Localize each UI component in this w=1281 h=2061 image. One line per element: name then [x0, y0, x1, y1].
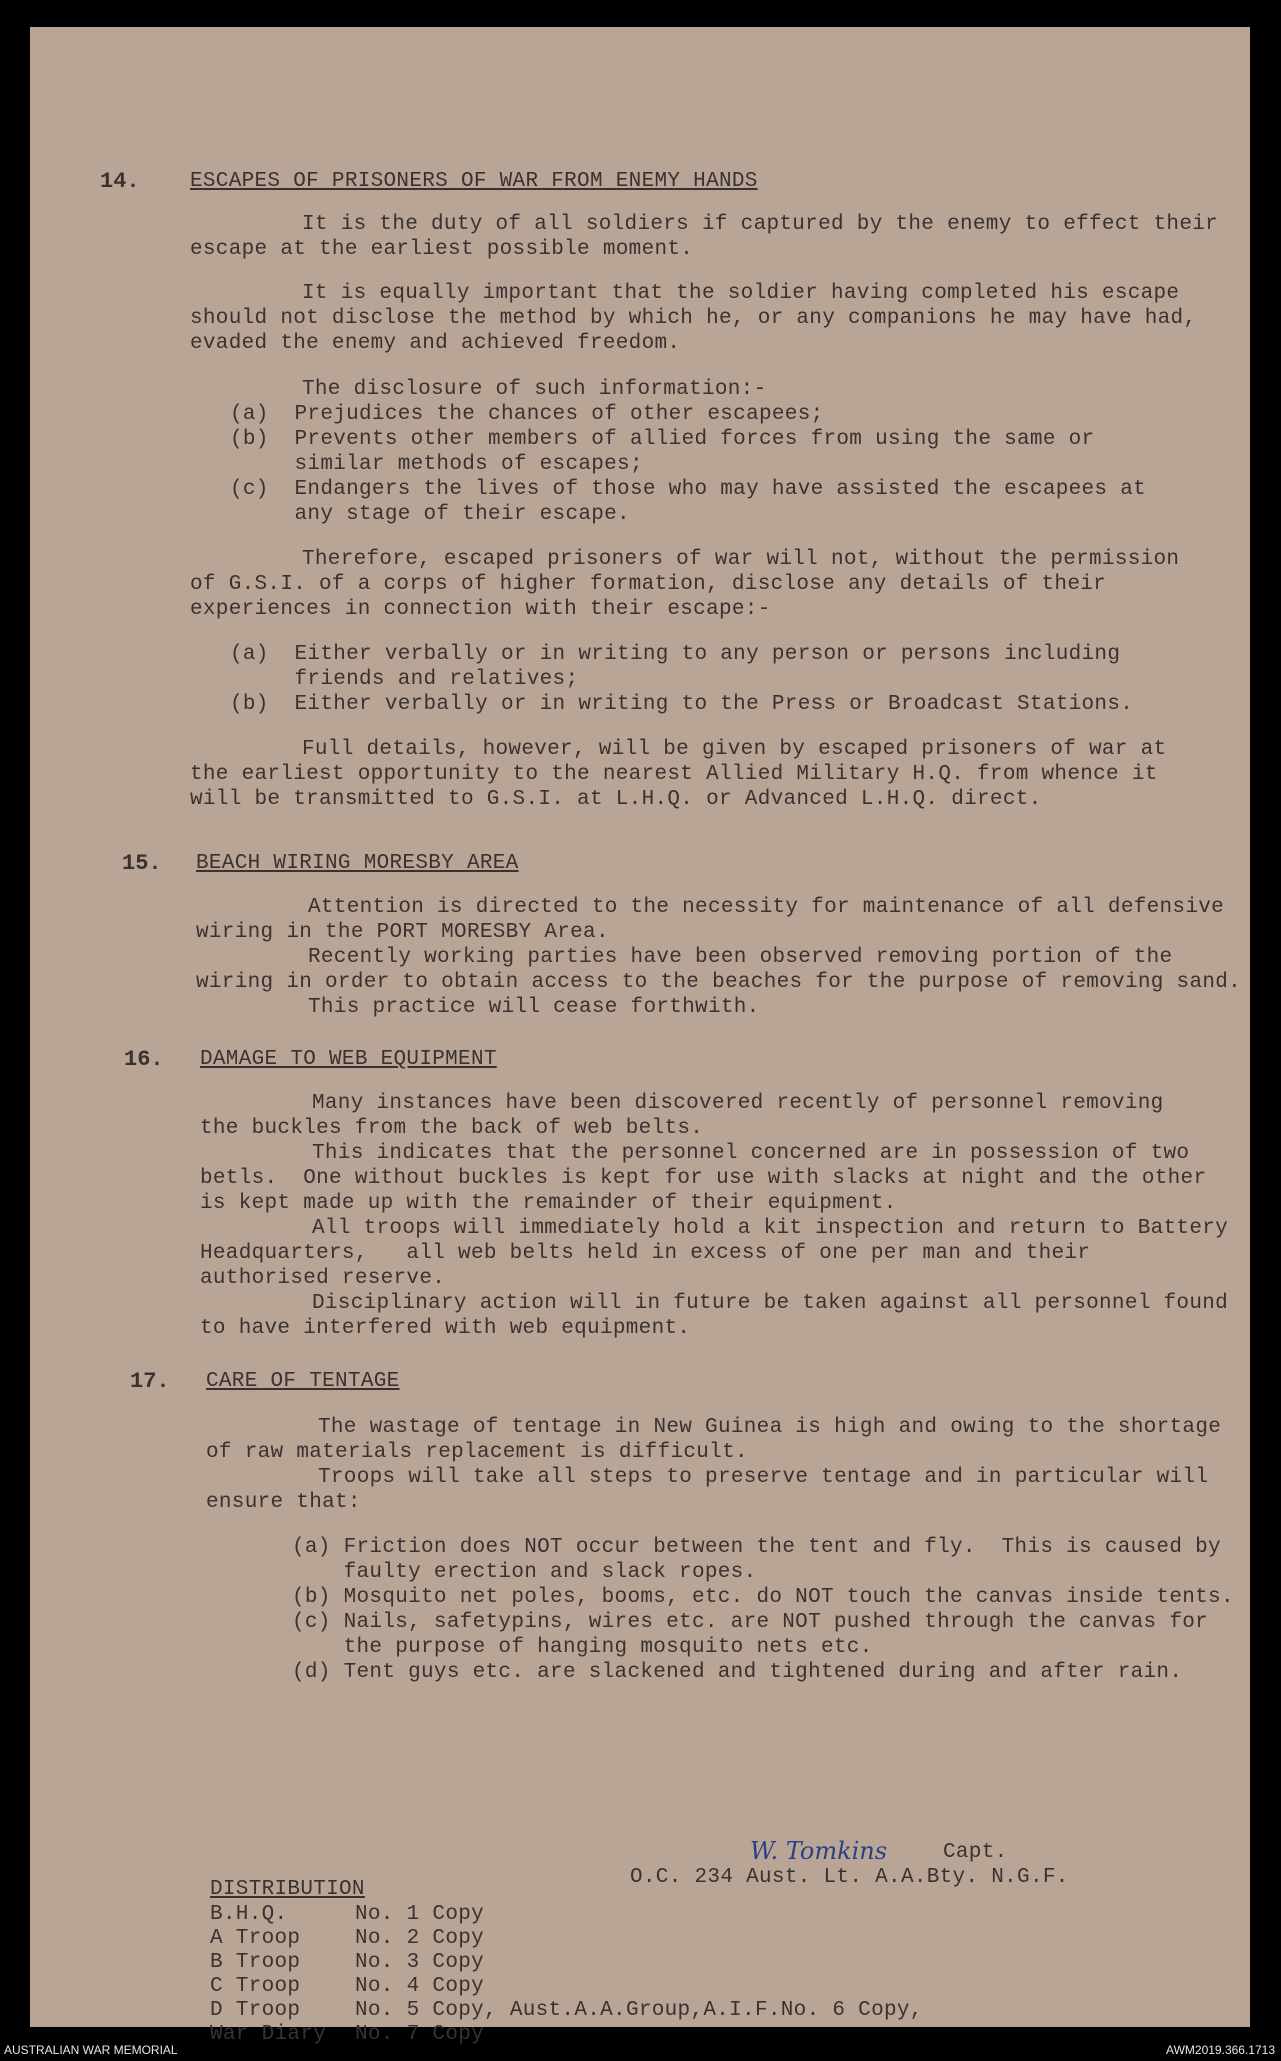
paragraph-line: betls. One without buckles is kept for use with slacks at night and the other: [200, 1167, 1207, 1190]
list-item: (b) Mosquito net poles, booms, etc. do NOT touch the canvas inside tents.: [292, 1586, 1234, 1609]
paragraph-line: Full details, however, will be given by escaped prisoners of war at: [302, 738, 1167, 761]
distribution-heading: DISTRIBUTION: [210, 1878, 365, 1901]
section-number: 17.: [130, 1369, 170, 1394]
paragraph-line: This indicates that the personnel concerned are in possession of two: [312, 1142, 1190, 1165]
paragraph-line: experiences in connection with their escape:-: [190, 598, 771, 621]
distribution-unit: War Diary: [210, 2023, 327, 2046]
paragraph-line: Attention is directed to the necessity for maintenance of all defensive: [308, 896, 1225, 919]
section-number: 14.: [100, 169, 140, 194]
paragraph-line: wiring in order to obtain access to the beaches for the purpose of removing sand.: [196, 971, 1242, 994]
paragraph-line: This practice will cease forthwith.: [308, 996, 760, 1019]
paragraph-line: escape at the earliest possible moment.: [190, 238, 694, 261]
paragraph-line: All troops will immediately hold a kit inspection and return to Battery: [312, 1217, 1229, 1240]
paragraph-line: evaded the enemy and achieved freedom.: [190, 332, 681, 355]
paragraph-line: authorised reserve.: [200, 1267, 446, 1290]
list-item: (d) Tent guys etc. are slackened and tightened during and after rain.: [292, 1661, 1183, 1684]
paragraph-line: The wastage of tentage in New Guinea is high and owing to the shortage: [318, 1416, 1222, 1439]
list-item: faulty erection and slack ropes.: [292, 1561, 757, 1584]
distribution-copy: No. 7 Copy: [355, 2023, 485, 2046]
paragraph-line: to have interfered with web equipment.: [200, 1317, 691, 1340]
paragraph-line: Headquarters, all web belts held in excess of one per man and their: [200, 1242, 1091, 1265]
distribution-copy: No. 2 Copy: [355, 1927, 485, 1950]
paragraph-line: should not disclose the method by which he, or any companions he may have had,: [190, 307, 1197, 330]
section-heading: DAMAGE TO WEB EQUIPMENT: [200, 1048, 497, 1071]
paragraph-line: of raw materials replacement is difficult.: [206, 1441, 748, 1464]
list-item: friends and relatives;: [230, 668, 579, 691]
distribution-copy: No. 5 Copy, Aust.A.A.Group,A.I.F.No. 6 Copy,: [355, 1999, 923, 2022]
footer-catalog-id: AWM2019.366.1713: [1166, 2043, 1275, 2057]
paragraph-line: the buckles from the back of web belts.: [200, 1117, 704, 1140]
paragraph-line: ensure that:: [206, 1491, 361, 1514]
distribution-copy: No. 3 Copy: [355, 1951, 485, 1974]
paragraph-line: will be transmitted to G.S.I. at L.H.Q. or Advanced L.H.Q. direct.: [190, 788, 1042, 811]
section-number: 15.: [122, 851, 162, 876]
paragraph-line: is kept made up with the remainder of their equipment.: [200, 1192, 897, 1215]
document-page: [30, 27, 1250, 2046]
section-heading: ESCAPES OF PRISONERS OF WAR FROM ENEMY HANDS: [190, 170, 758, 193]
list-item: the purpose of hanging mosquito nets etc.: [292, 1636, 873, 1659]
paragraph-line: of G.S.I. of a corps of higher formation, disclose any details of their: [190, 573, 1107, 596]
distribution-unit: B Troop: [210, 1951, 301, 1974]
paragraph-line: Recently working parties have been observed removing portion of the: [308, 946, 1173, 969]
section-number: 16.: [124, 1047, 164, 1072]
distribution-copy: No. 4 Copy: [355, 1975, 485, 1998]
list-item: (b) Prevents other members of allied forces from using the same or: [230, 428, 1095, 451]
paragraph-line: Troops will take all steps to preserve tentage and in particular will: [318, 1466, 1209, 1489]
paragraph-line: Disciplinary action will in future be taken against all personnel found: [312, 1292, 1229, 1315]
distribution-unit: A Troop: [210, 1927, 301, 1950]
paragraph-line: the earliest opportunity to the nearest Allied Military H.Q. from whence it: [190, 763, 1158, 786]
handwritten-signature: W. Tomkins: [750, 1837, 888, 1865]
list-item: (c) Endangers the lives of those who may have assisted the escapees at: [230, 478, 1147, 501]
signature-rank: Capt.: [943, 1841, 1008, 1864]
distribution-unit: C Troop: [210, 1975, 301, 1998]
list-item: (a) Prejudices the chances of other escapees;: [230, 403, 824, 426]
list-item: (a) Friction does NOT occur between the tent and fly. This is caused by: [292, 1536, 1221, 1559]
section-heading: BEACH WIRING MORESBY AREA: [196, 852, 519, 875]
distribution-unit: D Troop: [210, 1999, 301, 2022]
list-item: similar methods of escapes;: [230, 453, 643, 476]
list-item: (c) Nails, safetypins, wires etc. are NOT pushed through the canvas for: [292, 1611, 1209, 1634]
list-item: any stage of their escape.: [230, 503, 630, 526]
paragraph-line: wiring in the PORT MORESBY Area.: [196, 921, 609, 944]
paragraph-line: The disclosure of such information:-: [302, 378, 767, 401]
paragraph-line: Therefore, escaped prisoners of war will not, without the permission: [302, 548, 1180, 571]
paragraph-line: It is the duty of all soldiers if captured by the enemy to effect their: [302, 213, 1219, 236]
paragraph-line: It is equally important that the soldier having completed his escape: [302, 282, 1180, 305]
distribution-copy: No. 1 Copy: [355, 1903, 485, 1926]
paragraph-line: Many instances have been discovered recently of personnel removing: [312, 1092, 1164, 1115]
list-item: (a) Either verbally or in writing to any person or persons including: [230, 643, 1121, 666]
section-heading: CARE OF TENTAGE: [206, 1370, 400, 1393]
signature-unit: O.C. 234 Aust. Lt. A.A.Bty. N.G.F.: [630, 1866, 1069, 1889]
list-item: (b) Either verbally or in writing to the Press or Broadcast Stations.: [230, 693, 1134, 716]
distribution-unit: B.H.Q.: [210, 1903, 288, 1926]
footer-archive-name: AUSTRALIAN WAR MEMORIAL: [4, 2043, 178, 2057]
